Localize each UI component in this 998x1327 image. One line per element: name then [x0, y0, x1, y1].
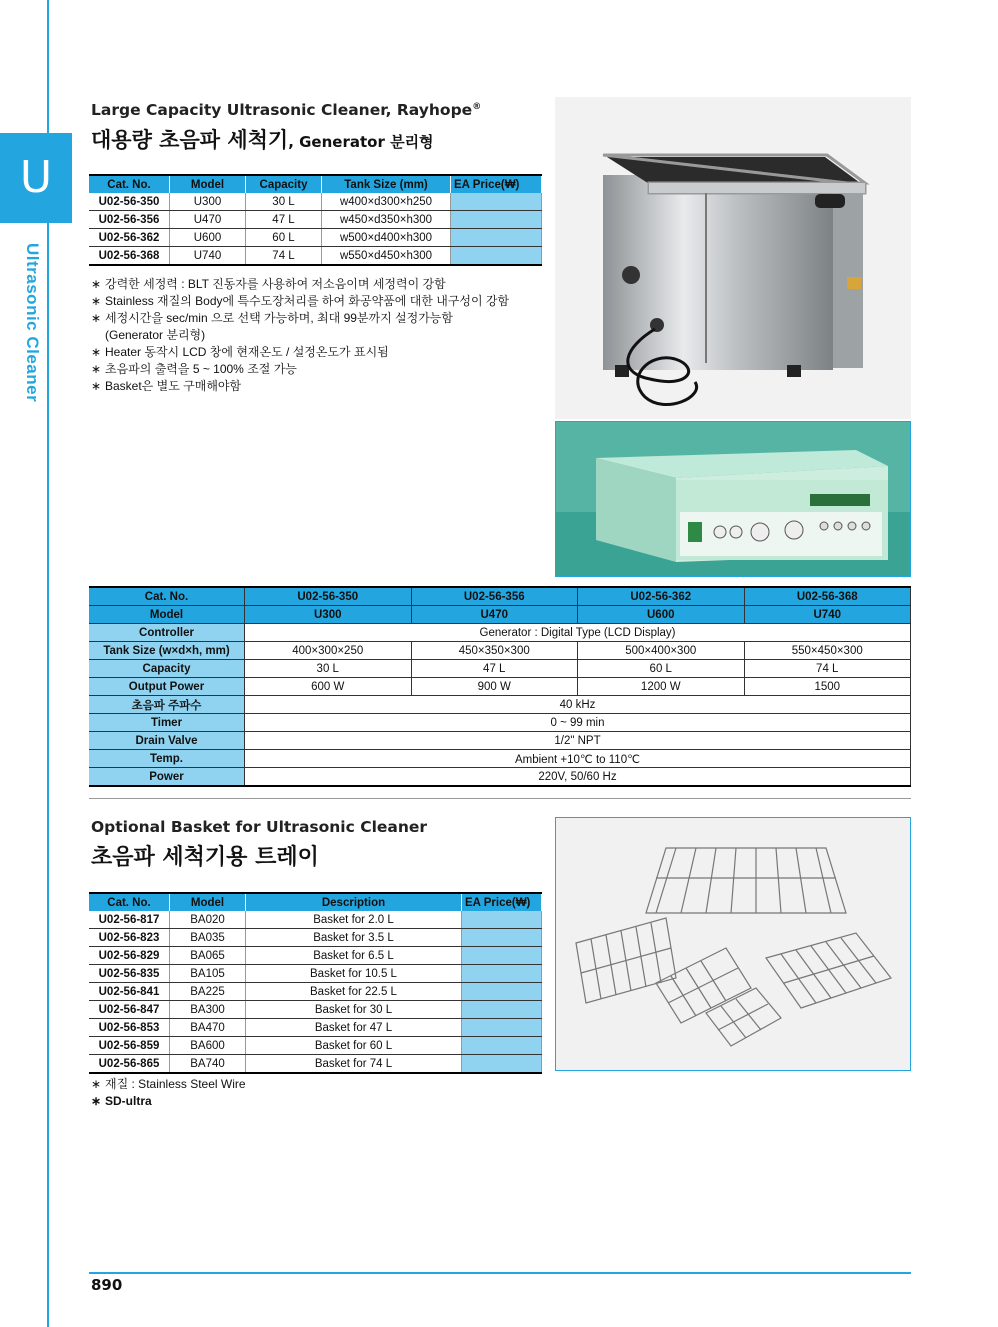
table-row: [89, 247, 542, 266]
spec-value: Ambient +10℃ to 110℃: [245, 750, 911, 768]
spec-row-label: Timer: [89, 714, 245, 732]
col-header: Tank Size (mm): [322, 175, 451, 193]
description: Basket for 6.5 L: [246, 947, 462, 965]
cat-no: U02-56-841: [89, 983, 170, 1001]
table-row: [89, 983, 542, 1001]
note-item: ∗ SD-ultra: [91, 1093, 246, 1110]
basket-photo: [555, 817, 911, 1071]
spec-row: [89, 750, 911, 768]
product1-title-ko: [91, 124, 434, 154]
table-row: [89, 929, 542, 947]
note-item: ∗ Heater 동작시 LCD 창에 현재온도 / 설정온도가 표시됨: [91, 344, 509, 361]
model: BA600: [170, 1037, 246, 1055]
col-header: Model: [170, 893, 246, 911]
spec-value: 900 W: [411, 678, 578, 696]
spec-cat-value: U02-56-362: [578, 587, 745, 606]
spec-row-label: Cat. No.: [89, 587, 245, 606]
col-header: Description: [246, 893, 462, 911]
table-row: [89, 1037, 542, 1055]
ultrasonic-tank-image: [555, 97, 911, 419]
spec-value: 1/2" NPT: [245, 732, 911, 750]
model: BA105: [170, 965, 246, 983]
price-cell: [451, 211, 542, 229]
cat-no: U02-56-823: [89, 929, 170, 947]
spec-row: [89, 624, 911, 642]
cat-no: U02-56-356: [89, 211, 170, 229]
spec-row-label: Controller: [89, 624, 245, 642]
model: BA020: [170, 911, 246, 929]
spec-row: [89, 678, 911, 696]
table-row: [89, 1055, 542, 1074]
spec-value: 40 kHz: [245, 696, 911, 714]
spec-value: 400×300×250: [245, 642, 412, 660]
product2-table: [89, 892, 542, 1074]
price-cell: [462, 1037, 542, 1055]
spec-cat-row: [89, 587, 911, 606]
description: Basket for 30 L: [246, 1001, 462, 1019]
spec-value: Generator : Digital Type (LCD Display): [245, 624, 911, 642]
price-cell: [462, 965, 542, 983]
capacity: 74 L: [246, 247, 322, 266]
cat-no: U02-56-835: [89, 965, 170, 983]
model: BA225: [170, 983, 246, 1001]
tank-size: w400×d300×h250: [322, 193, 451, 211]
spec-value: 60 L: [578, 660, 745, 678]
section-tab: [0, 133, 72, 223]
col-header: Capacity: [246, 175, 322, 193]
spec-cat-value: U02-56-368: [744, 587, 911, 606]
capacity: 60 L: [246, 229, 322, 247]
spec-cat-value: U02-56-350: [245, 587, 412, 606]
spec-model-value: U300: [245, 606, 412, 624]
price-cell: [462, 983, 542, 1001]
spec-model-row: [89, 606, 911, 624]
description: Basket for 22.5 L: [246, 983, 462, 1001]
spec-value: 0 ~ 99 min: [245, 714, 911, 732]
section-tab-letter: U: [19, 152, 53, 203]
spec-row-label: 초음파 주파수: [89, 696, 245, 714]
spec-row-label: Drain Valve: [89, 732, 245, 750]
description: Basket for 3.5 L: [246, 929, 462, 947]
model: U740: [170, 247, 246, 266]
model: BA065: [170, 947, 246, 965]
model: U600: [170, 229, 246, 247]
note-item: ∗ 강력한 세정력 : BLT 진동자를 사용하여 저소음이며 세정력이 강함: [91, 276, 509, 293]
generator-image: [556, 422, 910, 576]
spec-row-label: Temp.: [89, 750, 245, 768]
side-label: [14, 243, 44, 443]
spec-row: [89, 696, 911, 714]
table-row: [89, 229, 542, 247]
price-cell: [462, 1001, 542, 1019]
section-divider: [89, 798, 911, 799]
spec-value: 220V, 50/60 Hz: [245, 768, 911, 787]
spec-row: [89, 732, 911, 750]
cat-no: U02-56-817: [89, 911, 170, 929]
spec-cat-value: U02-56-356: [411, 587, 578, 606]
spec-row: [89, 660, 911, 678]
registered-mark: ®: [472, 101, 482, 112]
spec-row-label: Power: [89, 768, 245, 787]
product1-title-ko-suffix: , Generator 분리형: [288, 133, 434, 151]
table-row: [89, 965, 542, 983]
price-cell: [451, 193, 542, 211]
product2-title-ko: 초음파 세척기용 트레이: [91, 845, 319, 870]
spec-row-label: Tank Size (w×d×h, mm): [89, 642, 245, 660]
table-row: [89, 947, 542, 965]
model: BA470: [170, 1019, 246, 1037]
spec-value: 600 W: [245, 678, 412, 696]
spec-model-value: U600: [578, 606, 745, 624]
product1-table: [89, 174, 542, 266]
model: U300: [170, 193, 246, 211]
table-row: [89, 911, 542, 929]
table-row: [89, 193, 542, 211]
tank-photo: [555, 97, 911, 419]
price-cell: [462, 1055, 542, 1074]
tank-size: w550×d450×h300: [322, 247, 451, 266]
page-number: 890: [91, 1276, 123, 1294]
spec-row-label: Capacity: [89, 660, 245, 678]
note-item: ∗ Stainless 재질의 Body에 특수도장처리를 하여 화공약품에 대한 내구성이 강함: [91, 293, 509, 310]
note-item: (Generator 분리형): [105, 328, 206, 342]
capacity: 30 L: [246, 193, 322, 211]
model: U470: [170, 211, 246, 229]
spec-value: 1200 W: [578, 678, 745, 696]
cat-no: U02-56-368: [89, 247, 170, 266]
spec-row: [89, 642, 911, 660]
cat-no: U02-56-853: [89, 1019, 170, 1037]
spec-value: 450×350×300: [411, 642, 578, 660]
description: Basket for 2.0 L: [246, 911, 462, 929]
price-cell: [462, 929, 542, 947]
note-item: ∗ 초음파의 출력을 5 ~ 100% 조절 가능: [91, 361, 509, 378]
generator-photo: [555, 421, 911, 577]
product1-notes: [91, 276, 509, 395]
description: Basket for 74 L: [246, 1055, 462, 1074]
tank-size: w450×d350×h300: [322, 211, 451, 229]
spec-value: 550×450×300: [744, 642, 911, 660]
cat-no: U02-56-362: [89, 229, 170, 247]
note-item: ∗ 세정시간을 sec/min 으로 선택 가능하며, 최대 99분까지 설정가능함: [91, 310, 509, 327]
product1-title-en: [91, 101, 481, 119]
spec-value: 47 L: [411, 660, 578, 678]
spec-table: [89, 586, 911, 787]
price-cell: [462, 947, 542, 965]
product2-notes: [91, 1076, 246, 1110]
model: BA300: [170, 1001, 246, 1019]
cat-no: U02-56-865: [89, 1055, 170, 1074]
spec-model-value: U470: [411, 606, 578, 624]
spec-value: 74 L: [744, 660, 911, 678]
cat-no: U02-56-859: [89, 1037, 170, 1055]
price-cell: [462, 1019, 542, 1037]
spec-model-value: U740: [744, 606, 911, 624]
spec-row-label: Output Power: [89, 678, 245, 696]
description: Basket for 10.5 L: [246, 965, 462, 983]
col-header: EA Price(₩): [462, 893, 542, 911]
note-item: ∗ Basket은 별도 구매해야함: [91, 378, 509, 395]
col-header: Cat. No.: [89, 893, 170, 911]
price-cell: [451, 247, 542, 266]
description: Basket for 47 L: [246, 1019, 462, 1037]
col-header: Model: [170, 175, 246, 193]
note-item: ∗ 재질 : Stainless Steel Wire: [91, 1076, 246, 1093]
spec-row: [89, 768, 911, 787]
table-row: [89, 1001, 542, 1019]
price-cell: [462, 911, 542, 929]
spec-value: 500×400×300: [578, 642, 745, 660]
cat-no: U02-56-829: [89, 947, 170, 965]
spec-value: 1500: [744, 678, 911, 696]
description: Basket for 60 L: [246, 1037, 462, 1055]
model: BA035: [170, 929, 246, 947]
spec-row: [89, 714, 911, 732]
wire-baskets-image: [556, 818, 910, 1070]
col-header: EA Price(₩): [451, 175, 542, 193]
product1-title-en-text: Large Capacity Ultrasonic Cleaner, Rayhope: [91, 101, 473, 119]
table-row: [89, 1019, 542, 1037]
product2-title-en: Optional Basket for Ultrasonic Cleaner: [91, 818, 428, 836]
product1-title-ko-text: 대용량 초음파 세척기: [91, 128, 289, 152]
spec-value: 30 L: [245, 660, 412, 678]
cat-no: U02-56-847: [89, 1001, 170, 1019]
capacity: 47 L: [246, 211, 322, 229]
side-label-text: Ultrasonic Cleaner: [23, 243, 42, 403]
footer-rule: [89, 1272, 911, 1274]
table-row: [89, 211, 542, 229]
price-cell: [451, 229, 542, 247]
cat-no: U02-56-350: [89, 193, 170, 211]
tank-size: w500×d400×h300: [322, 229, 451, 247]
spec-row-label: Model: [89, 606, 245, 624]
model: BA740: [170, 1055, 246, 1074]
col-header: Cat. No.: [89, 175, 170, 193]
